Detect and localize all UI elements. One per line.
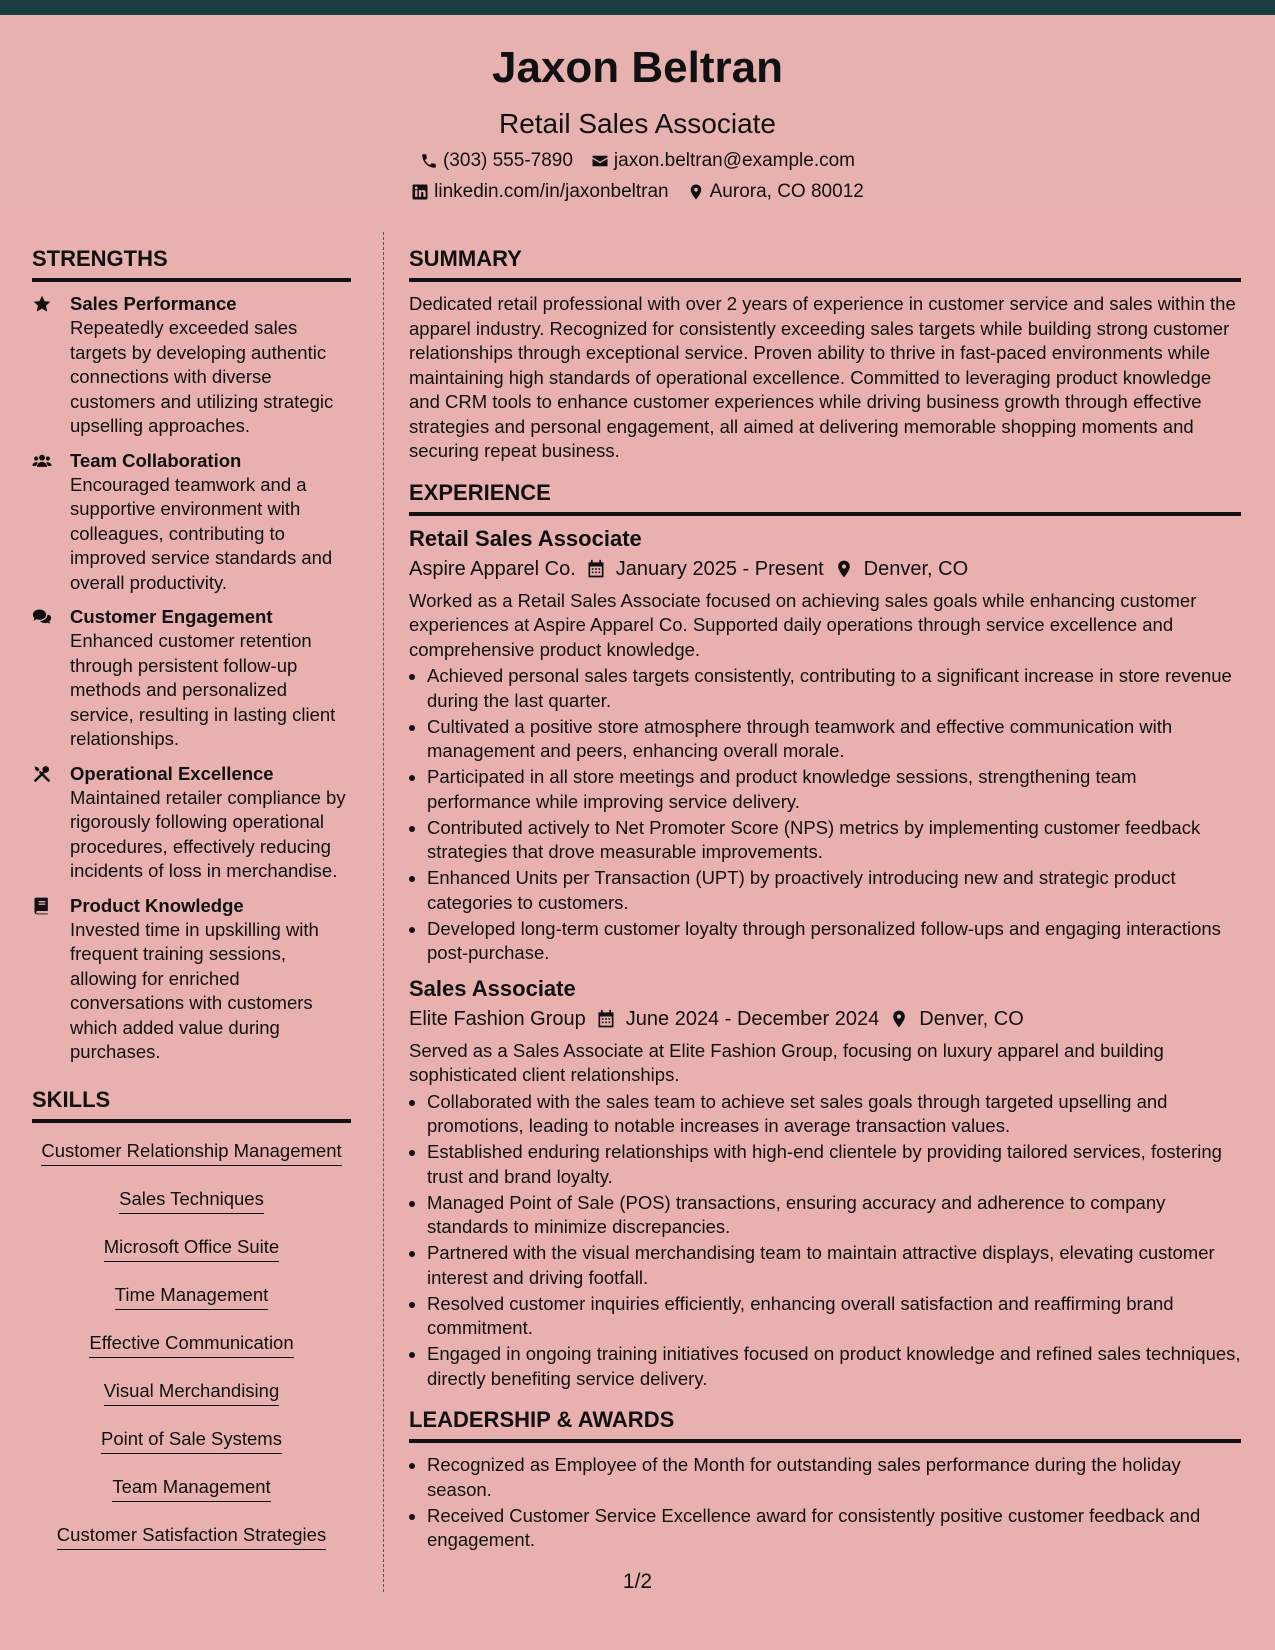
job-bullet: • Resolved customer inquiries efficiently, enhancing overall satisfaction and reaffirming brand commitment. [427,1292,1241,1341]
award-item: • Received Customer Service Excellence award for consistently positive customer feedback and engagement. [427,1504,1241,1553]
strength-item [32,292,351,439]
column-divider [383,232,384,1592]
summary-heading: SUMMARY [409,246,1241,282]
calendar-icon [586,559,606,579]
job-bullet: • Achieved personal sales targets consistently, contributing to a significant increase in store revenue during the last quarter. [427,664,1241,713]
candidate-name: Jaxon Beltran [492,43,783,92]
job-bullets [409,1090,1241,1392]
summary-text: Dedicated retail professional with over 2 years of experience in customer service and sales within the apparel industry. Recognized for consistently exceeding sales targets while building strong customer relationships through exceptional service. Proven ability to thrive in fast-paced environments while maintaining high standards of operational excellence. Committed to leveraging product knowledge and CRM tools to enhance customer experiences while driving business growth through effective strategies and personal engagement, all aimed at delivering memorable shopping moments and securing repeat business. [409,293,1236,461]
strength-item [32,762,351,884]
job-desc: Served as a Sales Associate at Elite Fashion Group, focusing on luxury apparel and building sophisticated client relationships. [409,1039,1164,1085]
job-entry [409,526,1241,966]
strength-desc: Repeatedly exceeded sales targets by developing authentic connections with diverse customers and utilizing strategic upselling approaches. [70,317,334,436]
skill-item: Microsoft Office Suite [104,1236,279,1262]
job-meta [409,1008,1241,1031]
skill-item: Team Management [112,1476,270,1502]
job-role: Sales Associate [409,975,576,1001]
job-bullet: • Managed Point of Sale (POS) transactions, ensuring accuracy and adherence to company standards to minimize discrepancies. [427,1191,1241,1240]
calendar-icon [596,1009,616,1029]
contact-phone[interactable] [420,150,573,172]
job-location: Denver, CO [863,557,969,580]
skill-item: Customer Relationship Management [41,1140,341,1166]
book-icon [32,896,52,916]
phone-text: (303) 555-7890 [442,150,573,171]
job-bullets [409,664,1241,966]
job-role: Retail Sales Associate [409,525,642,551]
linkedin-text: linkedin.com/in/jaxonbeltran [434,181,669,202]
strength-title: Product Knowledge [70,894,244,916]
skills-list [32,1133,351,1565]
job-meta [409,558,1241,581]
contact-row-2 [0,181,1275,203]
skill-item: Effective Communication [89,1332,293,1358]
skill-item: Sales Techniques [119,1188,264,1214]
job-dates: June 2024 - December 2024 [625,1007,880,1030]
strength-title: Customer Engagement [70,606,273,627]
job-desc: Worked as a Retail Sales Associate focused on achieving sales goals while enhancing customer experiences at Aspire Apparel Co. Supported daily operations through service excellence and comprehensive product knowledge. [409,589,1197,660]
star-icon [32,294,52,314]
page-number: 1/2 [622,1570,653,1593]
strength-item [32,449,351,596]
strength-desc: Encouraged teamwork and a supportive environment with colleagues, contributing to improved service standards and overall productivity. [70,473,333,593]
awards-heading: LEADERSHIP & AWARDS [409,1407,1241,1443]
map-marker-icon [687,183,705,201]
resume-header [0,15,1275,204]
tools-icon [32,764,52,784]
award-item: • Recognized as Employee of the Month for outstanding sales performance during the holiday season. [427,1453,1241,1502]
skills-heading: SKILLS [32,1087,351,1123]
map-marker-icon [889,1009,909,1029]
candidate-title: Retail Sales Associate [498,108,777,139]
map-marker-icon [834,559,854,579]
job-bullet: • Developed long-term customer loyalty through personalized follow-ups and engaging interactions post-purchase. [427,917,1241,966]
left-column [32,230,351,1565]
job-dates: January 2025 - Present [615,557,824,580]
skill-item: Point of Sale Systems [101,1428,282,1454]
job-bullet: • Collaborated with the sales team to achieve set sales goals through targeted upselling and promotions, leading to notable increases in average transaction values. [427,1090,1241,1139]
job-bullet: • Cultivated a positive store atmosphere through teamwork and effective communication with management and peers, enhancing overall morale. [427,715,1241,764]
users-icon [32,451,52,471]
linkedin-icon [411,183,429,201]
strength-desc: Invested time in upskilling with frequent training sessions, allowing for enriched conversations with customers which added value during purchases. [70,918,319,1062]
contact-email[interactable] [591,150,855,172]
job-location: Denver, CO [919,1007,1024,1030]
strength-item [32,605,351,752]
job-bullet: • Established enduring relationships with high-end clientele by providing tailored services, fostering trust and brand loyalty. [427,1140,1241,1189]
strength-item [32,894,351,1065]
skill-item: Customer Satisfaction Strategies [57,1524,326,1550]
comments-icon [32,607,52,627]
skill-item: Time Management [115,1284,269,1310]
location-text: Aurora, CO 80012 [709,181,864,202]
strength-desc: Maintained retailer compliance by rigorously following operational procedures, effectively reducing incidents of loss in merchandise. [70,786,346,881]
job-entry [409,976,1241,1392]
job-bullet: • Enhanced Units per Transaction (UPT) by proactively introducing new and strategic product categories to customers. [427,866,1241,915]
contact-linkedin[interactable] [411,181,668,203]
phone-icon [420,152,438,170]
top-bar [0,0,1275,15]
contact-location [687,181,864,203]
job-company: Elite Fashion Group [409,1007,586,1030]
strength-title: Team Collaboration [70,449,242,471]
awards-list [409,1453,1241,1553]
strength-title: Sales Performance [70,293,237,314]
contact-row-1 [0,150,1275,172]
strength-title: Operational Excellence [70,762,274,784]
job-bullet: • Contributed actively to Net Promoter Score (NPS) metrics by implementing customer feedback strategies that drove measurable improvements. [427,816,1241,865]
right-column [409,230,1241,1554]
skill-item: Visual Merchandising [104,1380,280,1406]
email-text: jaxon.beltran@example.com [613,150,855,171]
job-company: Aspire Apparel Co. [409,557,576,580]
envelope-icon [591,152,609,170]
job-bullet: • Engaged in ongoing training initiatives focused on product knowledge and refined sales techniques, directly benefiting service delivery. [427,1342,1241,1391]
job-bullet: • Partnered with the visual merchandising team to maintain attractive displays, elevating customer interest and driving footfall. [427,1241,1241,1290]
strength-desc: Enhanced customer retention through persistent follow-up methods and personalized service, resulting in lasting client relationships. [70,630,336,749]
job-bullet: • Participated in all store meetings and product knowledge sessions, strengthening team performance while improving service delivery. [427,765,1241,814]
experience-heading: EXPERIENCE [409,480,1241,516]
strengths-heading: STRENGTHS [32,246,351,282]
